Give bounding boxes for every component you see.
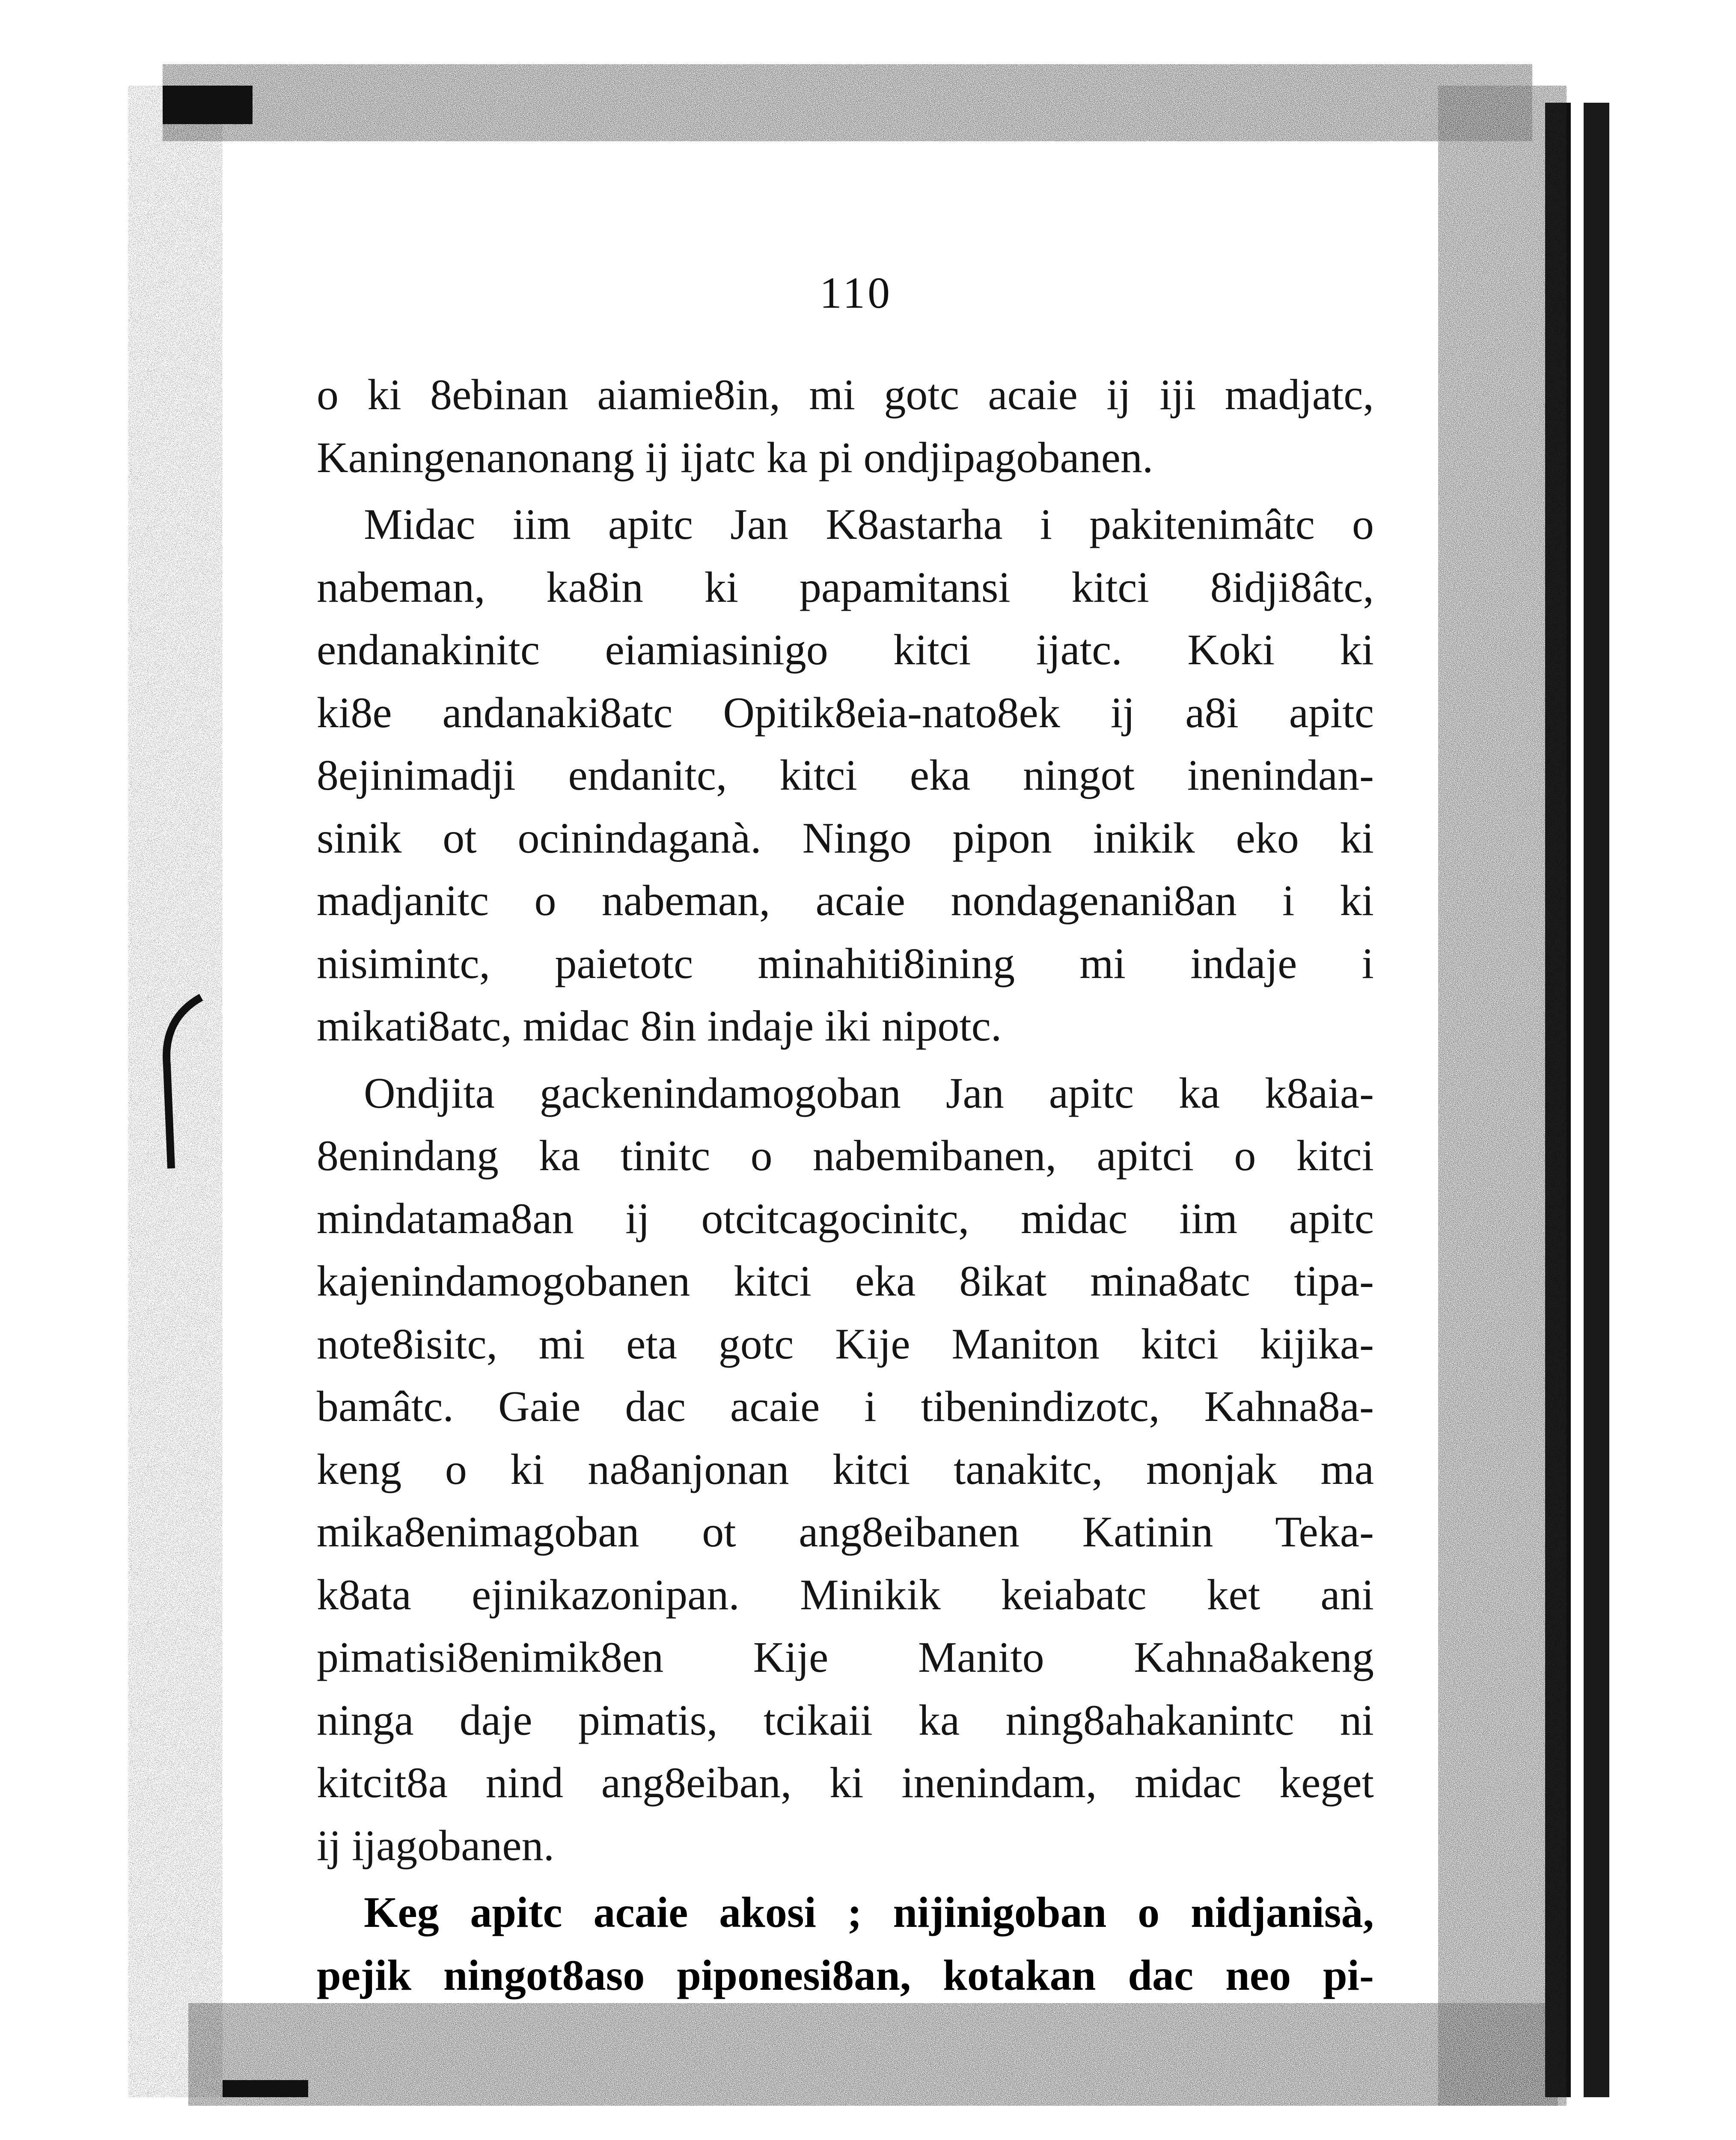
page-number: 110 bbox=[819, 268, 893, 318]
text-line: mika8enimagoban ot ang8eibanen Katinin Teka- bbox=[317, 1508, 1374, 1556]
bottom-left-dark-mark bbox=[223, 2080, 308, 2097]
text-line: mindatama8an ij otcitcagocinitc, midac iim apitc bbox=[317, 1194, 1374, 1243]
left-margin-hook-mark bbox=[166, 997, 201, 1168]
text-line: endanakinitc eiamiasinigo kitci ijatc. Koki ki bbox=[317, 626, 1374, 674]
text-line: madjanitc o nabeman, acaie nondagenani8an i ki bbox=[317, 877, 1374, 925]
text-line: ij ijagobanen. bbox=[317, 1821, 555, 1870]
text-line: note8isitc, mi eta gotc Kije Maniton kitci kijika- bbox=[317, 1320, 1374, 1368]
text-line: nabeman, ka8in ki papamitansi kitci 8idji8âtc, bbox=[317, 563, 1374, 612]
text-line: bamâtc. Gaie dac acaie i tibenindizotc, Kahna8a- bbox=[317, 1382, 1374, 1431]
text-line: k8ata ejinikazonipan. Minikik keiabatc ket ani bbox=[317, 1570, 1374, 1619]
text-line: o ki 8ebinan aiamie8in, mi gotc acaie ij iji madjatc, bbox=[317, 371, 1374, 419]
top-left-dark-mark bbox=[163, 86, 253, 124]
right-edge-dark-band bbox=[1545, 103, 1609, 2097]
text-line: pimatisi8enimik8en Kije Manito Kahna8akeng bbox=[317, 1633, 1374, 1682]
top-edge-noise bbox=[163, 64, 1532, 141]
left-edge-noise bbox=[128, 86, 223, 2097]
text-line: Midac iim apitc Jan K8astarha i pakitenimâtc o bbox=[364, 500, 1374, 549]
text-line: pejik ningot8aso piponesi8an, kotakan dac neo pi- bbox=[317, 1951, 1374, 2000]
text-line: Keg apitc acaie akosi ; nijinigoban o nidjanisà, bbox=[364, 1888, 1374, 1937]
text-line: mikati8atc, midac 8in indaje iki nipotc. bbox=[317, 1002, 1002, 1050]
text-line: kajenindamogobanen kitci eka 8ikat mina8atc tipa- bbox=[317, 1257, 1374, 1305]
text-line: 8ejinimadji endanitc, kitci eka ningot inenindan- bbox=[317, 751, 1374, 800]
right-edge-noise bbox=[1438, 86, 1567, 2106]
text-line: nisimintc, paietotc minahiti8ining mi indaje i bbox=[317, 939, 1374, 988]
text-line: Kaningenanonang ij ijatc ka pi ondjipagobanen. bbox=[317, 433, 1153, 482]
text-line: Ondjita gackenindamogoban Jan apitc ka k8aia- bbox=[364, 1069, 1374, 1118]
text-line: keng o ki na8anjonan kitci tanakitc, monjak ma bbox=[317, 1445, 1374, 1494]
text-line: ki8e andanaki8atc Opitik8eia-nato8ek ij a8i apitc bbox=[317, 688, 1374, 737]
body-text bbox=[317, 364, 1374, 2007]
text-line: ninga daje pimatis, tcikaii ka ning8ahakanintc ni bbox=[317, 1696, 1374, 1745]
text-line: 8enindang ka tinitc o nabemibanen, apitci o kitci bbox=[317, 1132, 1374, 1180]
text-line: sinik ot ocinindaganà. Ningo pipon inikik eko ki bbox=[317, 814, 1374, 862]
bottom-edge-noise bbox=[188, 2003, 1558, 2106]
text-line: kitcit8a nind ang8eiban, ki inenindam, midac keget bbox=[317, 1759, 1374, 1807]
